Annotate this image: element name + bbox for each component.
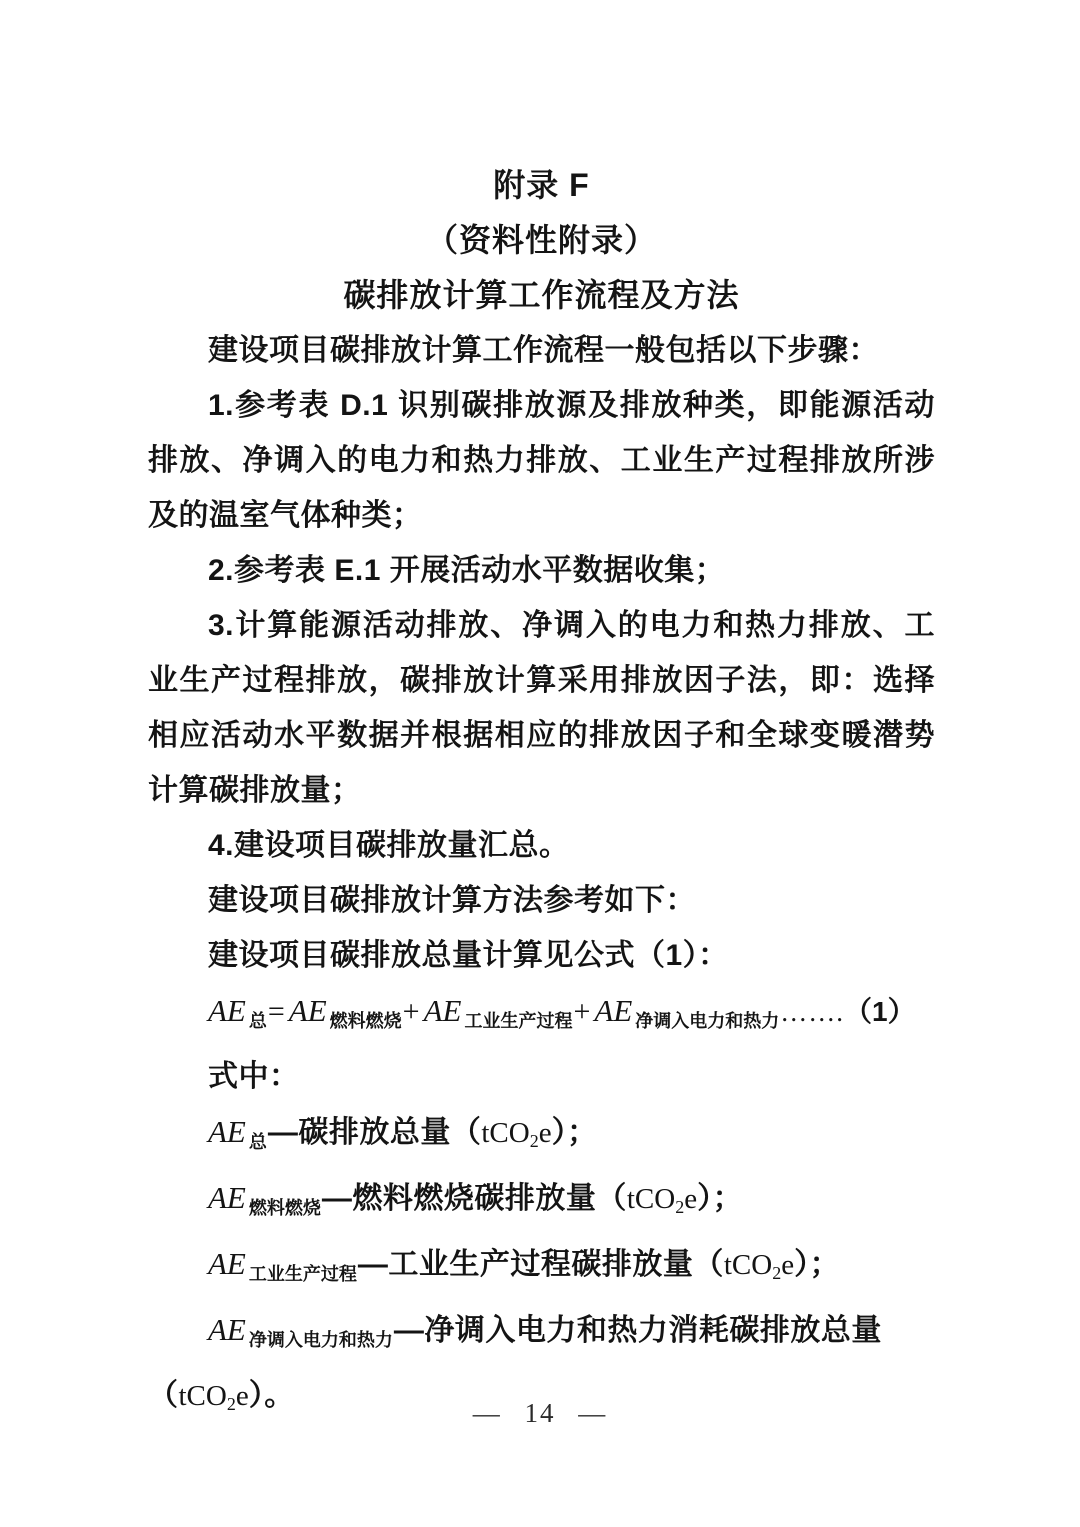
- paragraph-method-intro: 建设项目碳排放计算方法参考如下：: [208, 884, 696, 917]
- page-footer: [0, 1398, 1080, 1429]
- definition-var: AE: [208, 1114, 246, 1149]
- equals-operator: =: [267, 995, 285, 1028]
- formula-term-subscript: 工业生产过程: [464, 1011, 573, 1031]
- unit-tco2e: e: [684, 1183, 698, 1215]
- paragraph-step-1: 1.参考表 D.1 识别碳排放源及排放种类，即能源活动排放、净调入的电力和热力排放、工业生产过程排放所涉及的温室气体种类；: [148, 389, 935, 532]
- paragraph-formula-intro: 建设项目碳排放总量计算见公式（1）：: [208, 939, 729, 972]
- definition-subscript: 总: [248, 1132, 267, 1152]
- unit-subscript: 2: [226, 1394, 236, 1414]
- definition-industrial-process: [148, 1236, 935, 1302]
- section-title: 碳排放计算工作流程及方法: [343, 277, 740, 313]
- definition-subscript: 净调入电力和热力: [248, 1330, 393, 1350]
- definition-text: ）；: [697, 1182, 744, 1215]
- definition-text: ）。: [248, 1379, 295, 1412]
- formula-term-subscript: 总: [248, 1011, 267, 1031]
- definition-subscript: 工业生产过程: [248, 1264, 357, 1284]
- page-content: [148, 158, 935, 1432]
- paragraph-step-3: 3.计算能源活动排放、净调入的电力和热力排放、工业生产过程排放，碳排放计算采用排放因子法，即：选择相应活动水平数据并根据相应的排放因子和全球变暖潜势计算碳排放量；: [148, 609, 935, 807]
- unit-tco2e: e: [235, 1380, 249, 1412]
- plus-operator: +: [402, 995, 420, 1028]
- formula-term-var: AE: [423, 993, 462, 1028]
- formula-term-subscript: 净调入电力和热力: [635, 1011, 780, 1031]
- definition-text: ）；: [551, 1116, 598, 1149]
- formula-term-subscript: 燃料燃烧: [329, 1011, 402, 1031]
- definition-total: [148, 1104, 935, 1170]
- appendix-label: 附录 F: [493, 167, 590, 203]
- definition-var: AE: [208, 1180, 246, 1215]
- paragraph-step-2: 2.参考表 E.1 开展活动水平数据收集；: [208, 554, 726, 587]
- page-number: — 14 —: [472, 1398, 608, 1428]
- definition-text: —燃料燃烧碳排放量（: [321, 1182, 627, 1215]
- formula-term-var: AE: [288, 993, 327, 1028]
- definition-text: ）；: [794, 1248, 841, 1281]
- unit-tco2e: tCO: [481, 1117, 530, 1149]
- unit-tco2e: tCO: [626, 1183, 676, 1215]
- unit-subscript: 2: [529, 1131, 539, 1151]
- definition-var: AE: [208, 1312, 246, 1347]
- where-label: 式中：: [208, 1060, 300, 1093]
- appendix-type-label: （资料性附录）: [425, 222, 657, 258]
- definition-subscript: 燃料燃烧: [248, 1198, 321, 1218]
- formula-number: （1）: [844, 996, 916, 1027]
- unit-tco2e: e: [538, 1117, 552, 1149]
- definition-fuel-combustion: [148, 1170, 935, 1236]
- paragraph-intro: 建设项目碳排放计算工作流程一般包括以下步骤：: [208, 334, 879, 367]
- plus-operator: +: [573, 995, 591, 1028]
- definition-text: —工业生产过程碳排放量（: [357, 1248, 724, 1281]
- unit-tco2e: tCO: [723, 1249, 773, 1281]
- unit-subscript: 2: [675, 1197, 685, 1217]
- definition-text: —碳排放总量（: [267, 1116, 482, 1149]
- definition-var: AE: [208, 1246, 246, 1281]
- unit-subscript: 2: [772, 1263, 782, 1283]
- paragraph-step-4: 4.建设项目碳排放量汇总。: [208, 829, 570, 862]
- formula-leader-dots: …….: [780, 997, 845, 1027]
- formula-term-var: AE: [594, 993, 633, 1028]
- unit-tco2e: e: [781, 1249, 795, 1281]
- formula-1: [148, 983, 935, 1049]
- definition-text: —净调入电力和热力消耗碳排放总量（: [148, 1314, 882, 1412]
- formula-term-var: AE: [208, 993, 246, 1028]
- unit-tco2e: tCO: [178, 1380, 227, 1412]
